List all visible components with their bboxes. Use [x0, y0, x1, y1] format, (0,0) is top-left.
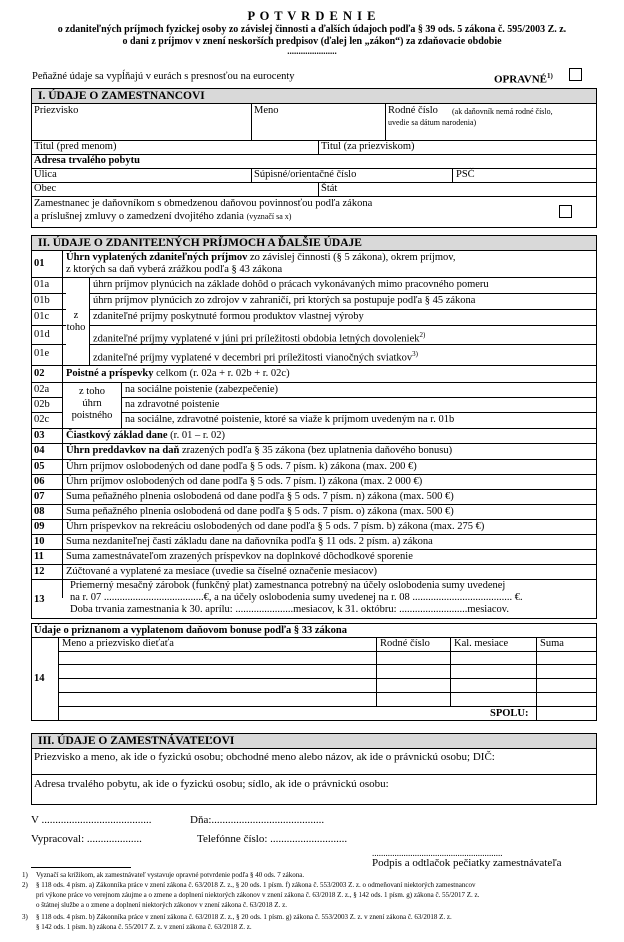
footnote-1-number: 1) — [22, 871, 28, 879]
row-02-subrows-label-2: úhrn — [82, 398, 102, 409]
tax-period-field[interactable]: ...................... — [287, 46, 337, 56]
row-01e-text: zdaniteľné príjmy vyplatené v decembri pri príležitosti vianočných sviatkov$^{3)}$ — [93, 350, 419, 364]
street-number-label: Súpisné/orientačné číslo — [254, 169, 357, 180]
date-field[interactable]: Dňa:......................................... — [190, 814, 325, 826]
footnote-3-number: 3) — [22, 913, 28, 921]
row-09-text: Úhrn príspevkov na rekreáciu oslobodených od dane podľa § 5 ods. 7 písm. b) zákona (max. 275 €) — [66, 521, 485, 532]
row-11-text: Suma zamestnávateľom zrazených príspevkov na doplnkové dôchodkové sporenie — [66, 551, 413, 562]
row-02c-text: na sociálne, zdravotné poistenie, ktoré sa viaže k príjmom uvedeným na r. 01b — [125, 414, 455, 425]
row-02b-number: 02b — [34, 399, 50, 410]
row-09-number: 09 — [34, 521, 45, 532]
currency-note: Peňažné údaje sa vypĺňajú v eurách s presnosťou na eurocenty — [32, 71, 295, 82]
document-title: P O T V R D E N I E — [247, 9, 377, 23]
row-04-number: 04 — [34, 445, 45, 456]
phone-field[interactable]: Telefónne číslo: ............................ — [197, 833, 348, 845]
state-label: Štát — [321, 183, 338, 194]
limited-tax-line-2: a príslušnej zmluvy o zamedzení dvojitého zdania (vyznačí sa x) — [34, 211, 292, 222]
street-label: Ulica — [34, 169, 57, 180]
prepared-by-field[interactable]: Vypracoval: .................... — [31, 833, 142, 845]
row-02-subrows-label-3: poistného — [71, 410, 113, 421]
section-3-header: III. ÚDAJE O ZAMESTNÁVATEĽOVI — [32, 734, 596, 749]
row-12-text: Zúčtované a vyplatené za mesiace (uvedie sa číselné označenie mesiacov) — [66, 566, 378, 577]
row-02a-text: na sociálne poistenie (zabezpečenie) — [125, 384, 279, 395]
row-01-subrows-label-2: toho — [66, 322, 86, 333]
birth-number-note-2: uvedie sa dátum narodenia) — [388, 118, 477, 127]
row-01b-number: 01b — [34, 295, 50, 306]
footnote-2-line-2: pri výkone práce vo verejnom záujme a o zmene a doplnení niektorých zákonov v znení zákona č. 63/2018 Z. z., § 142 ods. 1 písm. g) zákona č. 55/2017 Z. z. — [36, 891, 480, 899]
footnote-3-line-1: § 118 ods. 4 písm. b) Zákonníka práce v znení zákona č. 63/2018 Z. z., § 20 ods. 1 písm. g) zákona č. 553/2003 Z. z. v znení zákona č. 63/2018 Z. z. — [36, 913, 452, 921]
birth-number-label: Rodné číslo — [388, 105, 438, 116]
title-after-label: Titul (za priezviskom) — [321, 141, 415, 152]
bonus-col-months: Kal. mesiace — [454, 638, 509, 649]
row-02a-number: 02a — [34, 384, 50, 395]
row-01a-number: 01a — [34, 279, 50, 290]
row-01d-number: 01d — [34, 329, 50, 340]
title-before-label: Titul (pred menom) — [34, 141, 117, 152]
row-01b-text: úhrn príjmov plynúcich zo zdrojov v zahraničí, pri ktorých sa postupuje podľa § 45 zákona — [93, 295, 476, 306]
row-06-number: 06 — [34, 476, 45, 487]
bonus-col-name: Meno a priezvisko dieťaťa — [62, 638, 174, 649]
footnote-2-number: 2) — [22, 881, 28, 889]
footnote-1: Vyznačí sa krížikom, ak zamestnávateľ vystavuje opravné potvrdenie podľa § 40 ods. 7 zákona. — [36, 871, 305, 879]
title-line-2: o dani z príjmov v znení neskorších predpisov (ďalej len „zákon“) za zdaňovacie obdobie — [122, 36, 502, 47]
address-heading: Adresa trvalého pobytu — [34, 155, 140, 166]
row-10-number: 10 — [34, 536, 45, 547]
row-02-subrows-label: z toho — [79, 386, 105, 397]
row-12-number: 12 — [34, 566, 45, 577]
row-01e-number: 01e — [34, 348, 50, 359]
signature-line: .......................................................... — [372, 848, 503, 858]
row-02-number: 02 — [34, 368, 45, 379]
row-05-number: 05 — [34, 461, 45, 472]
limited-tax-checkbox[interactable] — [559, 205, 572, 218]
limited-tax-line-1: Zamestnanec je daňovníkom s obmedzenou daňovou povinnosťou podľa zákona — [34, 198, 373, 209]
town-label: Obec — [34, 183, 57, 194]
name-label: Meno — [254, 105, 279, 116]
footnote-2-line-1: § 118 ods. 4 písm. a) Zákonníka práce v znení zákona č. 63/2018 Z. z., § 20 ods. 1 písm. f) zákona č. 553/2003 Z. z. o odmeňovaní niektorých zamestnancov — [36, 881, 476, 889]
row-03-number: 03 — [34, 430, 45, 441]
row-13-number: 13 — [34, 594, 45, 605]
employer-address-label: Adresa trvalého pobytu, ak ide o fyzickú osobu; sídlo, ak ide o právnickú osobu: — [34, 778, 389, 790]
row-01-number: 01 — [34, 258, 45, 269]
postal-code-label: PSČ — [456, 169, 475, 180]
row-13-text-2[interactable]: na r. 07 ......................................€, a na účely oslobodenia sumy uvedenej na r. 08 ...................................... €. — [70, 592, 523, 603]
row-14-number: 14 — [34, 673, 45, 684]
row-06-text: Úhrn príjmov oslobodených od dane podľa § 5 ods. 7 písm. l) zákona (max. 2 000 €) — [66, 476, 423, 487]
tax-bonus-title: Údaje o priznanom a vyplatenom daňovom bonuse podľa § 33 zákona — [34, 625, 347, 636]
row-01-text-2: z ktorých sa daň vyberá zrážkou podľa § 43 zákona — [66, 264, 283, 275]
employer-name-label: Priezvisko a meno, ak ide o fyzickú osobu; obchodné meno alebo názov, ak ide o právnickú osobu; DIČ: — [34, 751, 495, 763]
row-02c-number: 02c — [34, 414, 50, 425]
row-07-number: 07 — [34, 491, 45, 502]
employer-section — [31, 733, 597, 805]
surname-label: Priezvisko — [34, 105, 79, 116]
footnote-2-line-3: o štátnej službe a o zmene a doplnení niektorých zákonov v znení zákona č. 63/2018 Z. z. — [36, 901, 287, 909]
row-02b-text: na zdravotné poistenie — [125, 399, 220, 410]
row-01d-text: zdaniteľné príjmy vyplatené v júni pri príležitosti obdobia letných dovoleniek$^{2)}$ — [93, 331, 426, 345]
bonus-total-label: SPOLU: — [490, 708, 529, 719]
row-10-text: Suma nezdaniteľnej časti základu dane na daňovníka podľa § 11 ods. 2 písm. a) zákona — [66, 536, 433, 547]
bonus-col-birth-number: Rodné číslo — [380, 638, 430, 649]
birth-number-note: (ak daňovník nemá rodné číslo, — [452, 107, 553, 116]
row-02-text: Poistné a príspevky celkom (r. 02a + r. 02b + r. 02c) — [66, 368, 290, 379]
row-13-text-1: Priemerný mesačný zárobok (funkčný plat) zamestnanca potrebný na účely oslobodenia sumy uvedenej — [70, 580, 506, 591]
row-04-text: Úhrn preddavkov na daň zrazených podľa § 35 zákona (bez uplatnenia daňového bonusu) — [66, 445, 453, 456]
row-03-text: Čiastkový základ dane (r. 01 – r. 02) — [66, 430, 225, 441]
row-01-text: Úhrn vyplatených zdaniteľných príjmov zo závislej činnosti (§ 5 zákona), okrem príjmov, — [66, 252, 456, 263]
row-05-text: Úhrn príjmov oslobodených od dane podľa § 5 ods. 7 písm. k) zákona (max. 200 €) — [66, 461, 417, 472]
row-11-number: 11 — [34, 551, 44, 562]
title-line-1: o zdaniteľných príjmoch fyzickej osoby zo závislej činnosti a ďalších údajoch podľa § 39 ods. 5 zákona č. 595/2003 Z. z. — [57, 24, 567, 35]
bonus-col-sum: Suma — [540, 638, 564, 649]
row-08-text: Suma peňažného plnenia oslobodená od dane podľa § 5 ods. 7 písm. o) zákona (max. 500 €) — [66, 506, 454, 517]
row-13-text-3[interactable]: Doba trvania zamestnania k 30. aprílu: ......................mesiacov, k 31. októbru: ..........................mesiacov. — [70, 604, 509, 615]
place-field[interactable]: V ........................................ — [31, 814, 152, 826]
footnote-3-line-2: § 142 ods. 1 písm. h) zákona č. 55/2017 Z. z. v znení zákona č. 63/2018 Z. z. — [36, 923, 252, 931]
row-01-subrows-label: z — [73, 310, 79, 321]
row-01c-number: 01c — [34, 311, 50, 322]
row-01c-text: zdaniteľné príjmy poskytnuté formou produktov vlastnej výroby — [93, 311, 364, 322]
section-1-header: I. ÚDAJE O ZAMESTNANCOVI — [32, 89, 596, 104]
corrective-checkbox[interactable] — [569, 68, 582, 81]
row-07-text: Suma peňažného plnenia oslobodená od dane podľa § 5 ods. 7 písm. n) zákona (max. 500 €) — [66, 491, 454, 502]
section-2-header: II. ÚDAJE O ZDANITEĽNÝCH PRÍJMOCH A ĎALŠIE ÚDAJE — [32, 236, 596, 251]
row-01a-text: úhrn príjmov plynúcich na základe dohôd o prácach vykonávaných mimo pracovného pomeru — [93, 279, 489, 290]
corrective-label: OPRAVNÉ$^{1)}$ — [494, 72, 553, 86]
row-08-number: 08 — [34, 506, 45, 517]
signature-label: Podpis a odtlačok pečiatky zamestnávateľa — [372, 857, 562, 869]
